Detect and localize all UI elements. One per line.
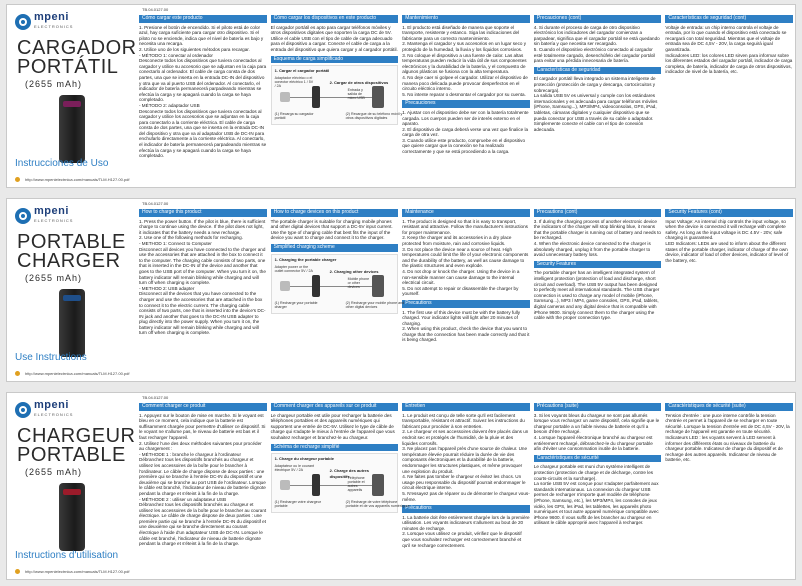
product-title: CARGADOR PORTÁTIL: [17, 37, 137, 78]
globe-icon: [15, 371, 20, 376]
section-heading: Security Features: [534, 261, 662, 269]
product-capacity: (2655 mAh): [25, 79, 83, 89]
section-text: Tension d'entrée : une puce interne contrôle la tension d'entrée et permet à l'appareil de se recharger en toute sécurité. Lorsque la tension d'entrée est de DC 4,5V - 20V, la recharge de l'appareil est garantie en toute sécurité. Indicateurs LED : les voyants servent à LED servent à informer des différents états ou niveaux de batterie du chargeur portable. Indicateur de charge du dispositif et de recharge des autres appareils. Indicateur de niveau de batterie, etc.: [665, 412, 790, 463]
section-heading: How to charge devices on this product: [271, 209, 399, 217]
charger-device-image: [59, 289, 85, 357]
diagram-adapter-label: Adaptateur ou le courant électrique 5V / 2A: [274, 464, 314, 473]
brand-tagline: ELECTRONICS: [34, 24, 74, 29]
section-heading: Caractéristiques de sécurité (suite): [665, 403, 793, 411]
diagram-note-2: (2) Recargue de su teléfono móvil y otros dispositivos digitales: [345, 112, 403, 121]
content-columns: [139, 15, 793, 185]
globe-icon: [15, 177, 20, 182]
mobile-phone-icon: [372, 474, 384, 496]
diagram-device-label: Mobile phone or other devices: [347, 276, 370, 289]
section-text: The portable charger is suitable for charging mobile phones and other digital devices that support a DC-5V input current. Use the type of charging cable that best fits the input of the device you want to charge and connect it to the charger.: [270, 218, 393, 241]
section-heading: Cómo cargar los dispositivos en este producto: [271, 15, 399, 23]
section-heading: Precautions: [402, 300, 530, 308]
manual-url[interactable]: http://www.mpenielectrnica.com/manuals/TLM.H127.00.pdf: [25, 569, 130, 574]
diagram-note-2: (2) Recharge de votre téléphone portable et de vos appareils numériques: [345, 500, 410, 509]
section-heading: Precautions (cont): [534, 209, 662, 217]
charging-diagram: [271, 453, 410, 513]
section-heading: Simplified charging scheme: [271, 244, 399, 252]
diagram-note-1: (1) Recharger votre chargeur portable: [274, 500, 321, 509]
manual-sheet: [6, 392, 796, 580]
section-text: 4. Si durante el proceso de carga de otro dispositivo electrónico los indicadores del cargador comienzan a parpadear, significa que el cargador portátil se está quedando sin batería y que necesita ser recargado. 5. Cuando el dispositivo electrónico conectado al cargador esté totalmente cargado, desenchúfelo del cargador portátil para evitar una pérdida innecesaria de batería.: [533, 24, 660, 64]
diagram-note-2: (2) Recharge your mobile phone and other digital devices: [345, 300, 405, 309]
content-column: [534, 209, 662, 379]
charger-device-image: [59, 95, 85, 163]
section-heading: Precauciones (cont): [534, 15, 662, 23]
brand-logo-icon: [15, 14, 31, 30]
cable-line: [290, 286, 312, 287]
diagram-step-2: 2. Cargar de otros dispositivos: [329, 80, 389, 86]
section-heading: Précautions: [402, 505, 530, 513]
brand-name: mpeni: [34, 399, 69, 411]
globe-icon: [15, 569, 20, 574]
section-heading: Maintenance: [402, 209, 530, 217]
section-text: 1. La batterie doit être entièrement chargée lors de la première utilisation. Les voyants indicateurs s'allument au bout de 20 minutes de recharge. 2. Lorsque vous utilisez ce produit, vérifiez que le dispositif que vous souhaitez recharger est correctement branché et qu'il se recharge correctement.: [402, 514, 530, 548]
content-column: [402, 209, 530, 379]
section-text: El cargador portátil lleva integrado un sistema inteligente de protección (protección de carga y descarga, cortocircuitos y sobrecarga). La salida USB 5V es universal y cumple con los estándares internacionales y es adecuada para cargar teléfonos móviles (iPhone, Samsung...), MP3/MP4, videoconsolas, GPS, iPad, tabletas, cámaras digitales y cualquier dispositivo que se pueda conectar por USB a través de su cable o adaptador. Simplemente conecte el cable con el tipo de conexión adecuada.: [533, 76, 658, 132]
document-reference: TB.04.0127.00: [142, 201, 169, 206]
content-columns: [139, 403, 793, 577]
section-text: 3. If during the charging process of another electronic device the indicators of the charger will stop blinking blue, it means that the portable charger is running out of battery and needs to be recharged. 4. When the electronic device connected to the charger is absolutely charged, unplug it from the portable charger to avoid unnecessary battery loss.: [533, 218, 661, 258]
section-heading: Mantenimiento: [402, 15, 530, 23]
section-heading: Security Features (cont): [665, 209, 793, 217]
section-heading: Comment charger des appareils sur ce produit: [271, 403, 399, 411]
section-heading: Características de seguridad (cont): [665, 15, 793, 23]
power-plug-icon: [280, 480, 290, 490]
diagram-adapter-label: Adaptador eléctrico o el conector eléctrico 1 / 5V / 2A: [274, 76, 314, 89]
manual-sheet: [6, 4, 796, 188]
product-capacity: (2655 mAh): [25, 273, 83, 283]
brand-logo: [15, 401, 73, 419]
manual-url[interactable]: http://www.mpenielectrnica.com/manuals/TLM.H127.00.pdf: [25, 177, 130, 182]
section-text: Le chargeur portable est muni d'un système intelligent de protection (protection de charge et de décharge, contre les courts-circuits et la surcharge). La sortie USB 5V est conçue pour s'adapter parfaitement aux standards internationaux. La connexion du chargeur USB permet de recharger n'importe quel modèle de téléphone (iPhone, Samsung, etc.), les MP3/MP4, les consoles de jeux vidéo, les GPS, les iPad, les tablettes, les appareils photo numériques et tout autre appareil numérique compatible avec iPhone 9600. Il vous suffit de les brancher au chargeur en utilisant le câble approprié avec l'appareil à recharger.: [533, 464, 659, 526]
section-text: 1. Presione el botón de encendido. Si el piloto está de color azul, hay carga suficiente para cargar otro dispositivo. Si el piloto no se enciende, indica que el nivel de batería es bajo y necesita una recarga. 2. Utilice uno de los siguientes métodos para recargar. - MÉTODO 1: conectar al ordenador Desconecte todos los dispositivos que tuviera conectados al cargador y utilice su accesorio que se adjuntan en la caja para conectarlo al ordenador. El cable de carga consta de dos partes, una que se inserta en la entrada DC-IN del dispositivo y otra que va al puerto USB del ordenador. Al conectarlo, el indicador de batería permanecerá parpadeando mientras se efectúa la carga y se apagará cuando la carga se haya completado. - MÉTODO 2: adaptador USB Desconecte todos los dispositivos que tuviera conectados al cargador y utilice los accesorios que se adjuntan en la caja para conectarlo a la corriente eléctrica. El cable de carga consta de dos partes, una que se inserta en la entrada DC-IN del dispositivo y otra que va al adaptador USB de DC-IN para enchufarlo directamente a la corriente eléctrica. Al conectarlo, el indicador de batería permanecerá parpadeando mientras se efectúa la carga y se apagará cuando la carga se haya completado.: [139, 24, 267, 159]
cover-panel: [7, 393, 137, 579]
diagram-device-label: Entrada y salida de micro USB: [347, 88, 365, 101]
diagram-step-2: 2. Charge des autres dispositifs: [329, 468, 369, 479]
section-text: Voltaje de entrada: un chip interno controla el voltaje de entrada, por lo que cuando el dispositivo está conectado se recargará con total seguridad. Mientras que el voltaje de entrada sea de DC 4,5V - 20V, la carga seguirá igual garantizada. Indicadores LED: los colores LED sirven para informar sobre los diferentes estados del cargador portátil, indicador de carga completa, de batería, indicador de carga de otros dispositivos, indicador de nivel de la batería, etc.: [665, 24, 793, 75]
section-heading: Comment charger ce produit: [139, 403, 267, 411]
brand-tagline: ELECTRONICS: [34, 412, 74, 417]
content-column: [270, 209, 405, 379]
product-title: PORTABLE CHARGER: [17, 231, 126, 272]
section-text: El cargador portátil es apto para cargar teléfonos móviles y otros dispositivos digitales que soporten la carga DC de 5V. Utilice el cable USB con el tipo de cable de carga adecuado para el dispositivo a cargar. Conecte el cable de carga a la entrada del dispositivo que quiera cargar y al cargador portátil.: [270, 24, 398, 52]
manual-url[interactable]: http://www.mpenielectrnica.com/manuals/TLM.H127.00.pdf: [25, 371, 130, 376]
instructions-title: Instrucciones de Uso: [15, 158, 109, 169]
section-heading: How to charge this product: [139, 209, 267, 217]
content-column: [139, 209, 267, 379]
diagram-device-label: Téléphone portable et autres appareils: [347, 476, 365, 493]
brand-name: mpeni: [34, 11, 69, 23]
content-column: [665, 15, 793, 185]
portable-charger-icon: [312, 474, 320, 496]
content-column: [402, 403, 530, 577]
diagram-note-1: (1) Recharge your portable charger: [274, 300, 318, 309]
content-column: [270, 15, 403, 185]
brand-tagline: ELECTRONICS: [34, 218, 74, 223]
section-text: The portable charger has an intelligent integrated system of intelligent protection (protection of load and discharge, short circuit and overload). The USB 5V output has been designed to perfectly meet all international standards. The USB charger connection is used to charge any model of mobile (iPhone, Samsung...), MP3 / MP4, game consoles, GPS, iPad, tablets, digital cameras and any digital device that is compatible with iPhone 9600. Simply connect them to the charger using the cable with the proper connection type.: [533, 270, 660, 321]
section-text: 1. Press the power button. If the pilot is blue, there is sufficient charge to continue using the device. If the pilot does not light, it indicates that the battery needs a new recharge. 2. Use one of the following methods for recharging. - METHOD 1: Connect to Computer Disconnect all devices you have connected to the charger and use the accessories that are attached in the box to connect it to the computer. The charging cable consists of two parts, one that is inserted in the DC-IN of the device and another that goes to the USB port of the computer. When you turn it on, the battery indicator will remain blinking while charging and will turn off when charging is complete. - METHOD 2: USB adapter Disconnect all the devices that you have connected to the charger and use the accessories that are attached in the box to connect it to the electric current. The charging cable consists of two parts, one that is inserted into the device's DC-IN jack and another that goes to the DC-IN USB adapter to plug directly into the power supply. When you turn it on, the battery indicator will remain blinking while charging and will turn off when charging is complete.: [139, 218, 266, 336]
charging-diagram: [271, 254, 405, 314]
diagram-note-1: (1) Recarga su cargador portátil: [274, 112, 314, 121]
content-column: [534, 403, 662, 577]
section-text: 1. Le produit est conçu de telle sorte qu'il est facilement transportable, résistant et attractif. Suivez les instructions du fabricant pour procéder à son entretien. 2. Le chargeur et ses accessoires doivent être placés dans un endroit sec et protégés de l'humidité, de la pluie et des liquides corrosifs. 3. Ne placez pas l'appareil près d'une source de chaleur. Une température élevée pourrait réduire la durée de vie des composants électroniques et la durabilité de la batterie, endommager les structures plastiques, et même provoquer une explosion du produit. 4. Ne faites pas tomber le chargeur et évitez les chocs. Un usage peu responsable du dispositif pourrait endommager le circuit électrique interne. 5. N'essayez pas de réparer ou de démonter le chargeur vous-même.: [402, 412, 530, 502]
instructions-title: Instructions d'utilisation: [15, 550, 119, 561]
portable-charger-icon: [312, 275, 320, 297]
section-text: 1. Appuyez sur le bouton de mise en marche. Si le voyant est bleu en ce moment, cela indique que la batterie est suffisamment chargée pour permettre d'utiliser ce dispositif. Si le voyant ne s'allume pas, le niveau de batterie est bas et il faut recharger l'appareil. 2. Utilisez l'une des deux méthodes suivantes pour procéder au chargement : - MÉTHODE 1 : branche le chargeur à l'ordinateur Débranchez tous les dispositifs branchés au chargeur et utilisez les accessoires de la boîte pour le brancher à l'ordinateur. Le câble de charge dispose de deux parties : une première qui se branche à l'entrée DC-IN du dispositif et une deuxième qui se branche au port USB de l'ordinateur. Lorsque le câble est branché, l'indicateur de niveau de batterie clignote pendant la charge et s'éteint à la fin de la charge. - MÉTHODE 2 : utiliser un adaptateur USB Débranchez tous les dispositifs branchés au chargeur et utilisez les accessoires de la boîte pour le brancher au courant électrique. Le câble de charge dispose de deux parties : une première partie qui se branche à l'entrée DC-IN du dispositif et une deuxième qui se branche directement au courant électrique à l'aide d'un adaptateur USB de DC-IN. Lorsque le câble est branché, l'indicateur de niveau de batterie clignote pendant la charge et s'éteint à la fin de la charge.: [139, 412, 267, 547]
cable-line: [290, 485, 312, 486]
section-heading: Schéma de recharge simplifié: [271, 444, 399, 452]
cover-panel: [7, 5, 137, 187]
section-heading: Cómo cargar este producto: [139, 15, 267, 23]
content-column: [270, 403, 410, 577]
content-column: [534, 15, 662, 185]
mobile-phone-icon: [372, 275, 384, 297]
diagram-step-2: 2. Charging other devices: [329, 268, 379, 274]
section-text: 1. El producto está diseñado de manera que soporte el transporte, resistente y estanco. Siga las indicaciones del fabricante para un correcto mantenimiento. 2. Mantenga el cargador y sus accesorios en un lugar seco y protegido de la humedad, la lluvia y los líquidos corrosivos. 3. No coloque el dispositivo a una fuente de calor. Las altas temperaturas pueden reducir la vida útil de sus componentes electrónicos y la durabilidad de la batería, y el compuesto de algunos plásticos se fusiona con la alta temperatura. 4. No deje caer ni golpee el cargador. Utilizar el dispositivo de manera poco delicada puede provocar desperfectos en el circuito eléctrico interno. 5. No intente reparar o desmontar el cargador por su cuenta.: [402, 24, 528, 97]
section-text: 1. The product is designed so that it is easy to transport, resistant and attractive. Follow the manufacturer's instructions for proper maintenance. 2. Keep the charger and its accessories in a dry place protected from moisture, rain and corrosive liquids. 3. Do not place the device near a source of heat. High temperatures could limit the life of your electronic components and the durability of the battery, as well as cause damage to the plastic structures and even explode. 4. Do not drop or knock the charger. Using the device in a non-sensible manner can cause damage to the internal electrical circuit. 5. Do not attempt to repair or disassemble the charger by yourself.: [402, 218, 529, 297]
power-plug-icon: [280, 92, 290, 102]
content-column: [139, 403, 267, 577]
section-text: 1. The first use of this device must be with the battery fully charged. Your indicator lights will light after 20 minutes of charging. 2. When using this product, check the device that you want to charge that the connection has been made correctly and that it is being charged.: [402, 309, 530, 343]
brand-logo-icon: [15, 402, 31, 418]
brand-name: mpeni: [34, 205, 69, 217]
portable-charger-icon: [312, 86, 320, 108]
section-heading: Entretien: [402, 403, 530, 411]
brand-logo: [15, 207, 73, 225]
mobile-phone-icon: [372, 86, 384, 108]
content-column: [665, 209, 793, 379]
product-capacity: (2655 mAh): [25, 467, 83, 477]
section-text: 1. Ajustar con el dispositivo debe ser con la batería totalmente cargada. Los cuerpos pueden ser de interés externo en el aparato. 2. El dispositivo de carga deberá verse una vez que finalice la carga de otra vez. 3. Cuando utilice este producto, compruebe en el dispositivo que quiere cargar que la conexión se ha realizado correctamente y que se está procediendo a la carga.: [402, 109, 529, 155]
section-heading: Características de seguridad: [534, 67, 662, 75]
section-heading: Precauciones: [402, 100, 530, 108]
cover-panel: [7, 199, 137, 381]
brand-logo-icon: [15, 208, 31, 224]
content-column: [139, 15, 267, 185]
diagram-step-1: 1. Charging the portable charger: [274, 256, 337, 262]
content-column: [665, 403, 793, 577]
section-text: Input Voltage: An internal chip controls the input voltage, so when the device is connected it will recharge with complete safety. As long as the input voltage is DC 4.5V - 20V, safe charging is guaranteed. LED Indicators: LEDs are used to inform about the different states of the portable charger, indicator of charge of the own device, indicator of load of other devices, indicator of level of the battery, etc.: [665, 218, 789, 263]
section-text: 3. Si les voyants bleus du chargeur ne sont pas allumés lorsque vous rechargez un autre dispositif, cela signifie que le chargeur portable a un faible niveau de batterie et qu'il a besoin d'être rechargé. 4. Lorsque l'appareil électronique branché au chargeur est entièrement rechargé, débranchez-le du chargeur portable afin d'éviter une consommation inutile de la batterie.: [533, 412, 660, 452]
document-reference: TB.04.0127.00: [142, 7, 169, 12]
diagram-step-1: 1. Charge du chargeur portable: [274, 456, 334, 462]
brand-logo: [15, 13, 73, 31]
cable-line: [290, 97, 312, 98]
manual-sheet: [6, 198, 796, 382]
diagram-step-1: 1. Cargar el cargador portátil: [274, 68, 330, 74]
charger-device-image: [59, 483, 85, 551]
section-heading: Esquema de carga simplificado: [271, 56, 399, 64]
section-heading: Caractéristiques de sécurité: [534, 455, 662, 463]
product-title: CHARGEUR PORTABLE: [17, 425, 136, 466]
instructions-title: Use Instructions: [15, 352, 87, 363]
content-columns: [139, 209, 793, 379]
content-column: [402, 15, 530, 185]
diagram-adapter-label: Adapter power or the outlet connector 5V / 2A: [274, 264, 313, 273]
section-text: Le chargeur portable est utile pour recharger la batterie des téléphones portables et des appareils numériques qui supportent une entrée de DC-5V. Utilisez le type de câble de charge qui s'adapte le mieux à l'entrée de l'appareil que vous souhaitez recharger et branchez-le au chargeur.: [270, 412, 395, 440]
document-reference: TB.04.0127.00: [142, 395, 169, 400]
charging-diagram: [271, 65, 403, 125]
power-plug-icon: [280, 281, 290, 291]
section-heading: Précautions (suite): [534, 403, 662, 411]
